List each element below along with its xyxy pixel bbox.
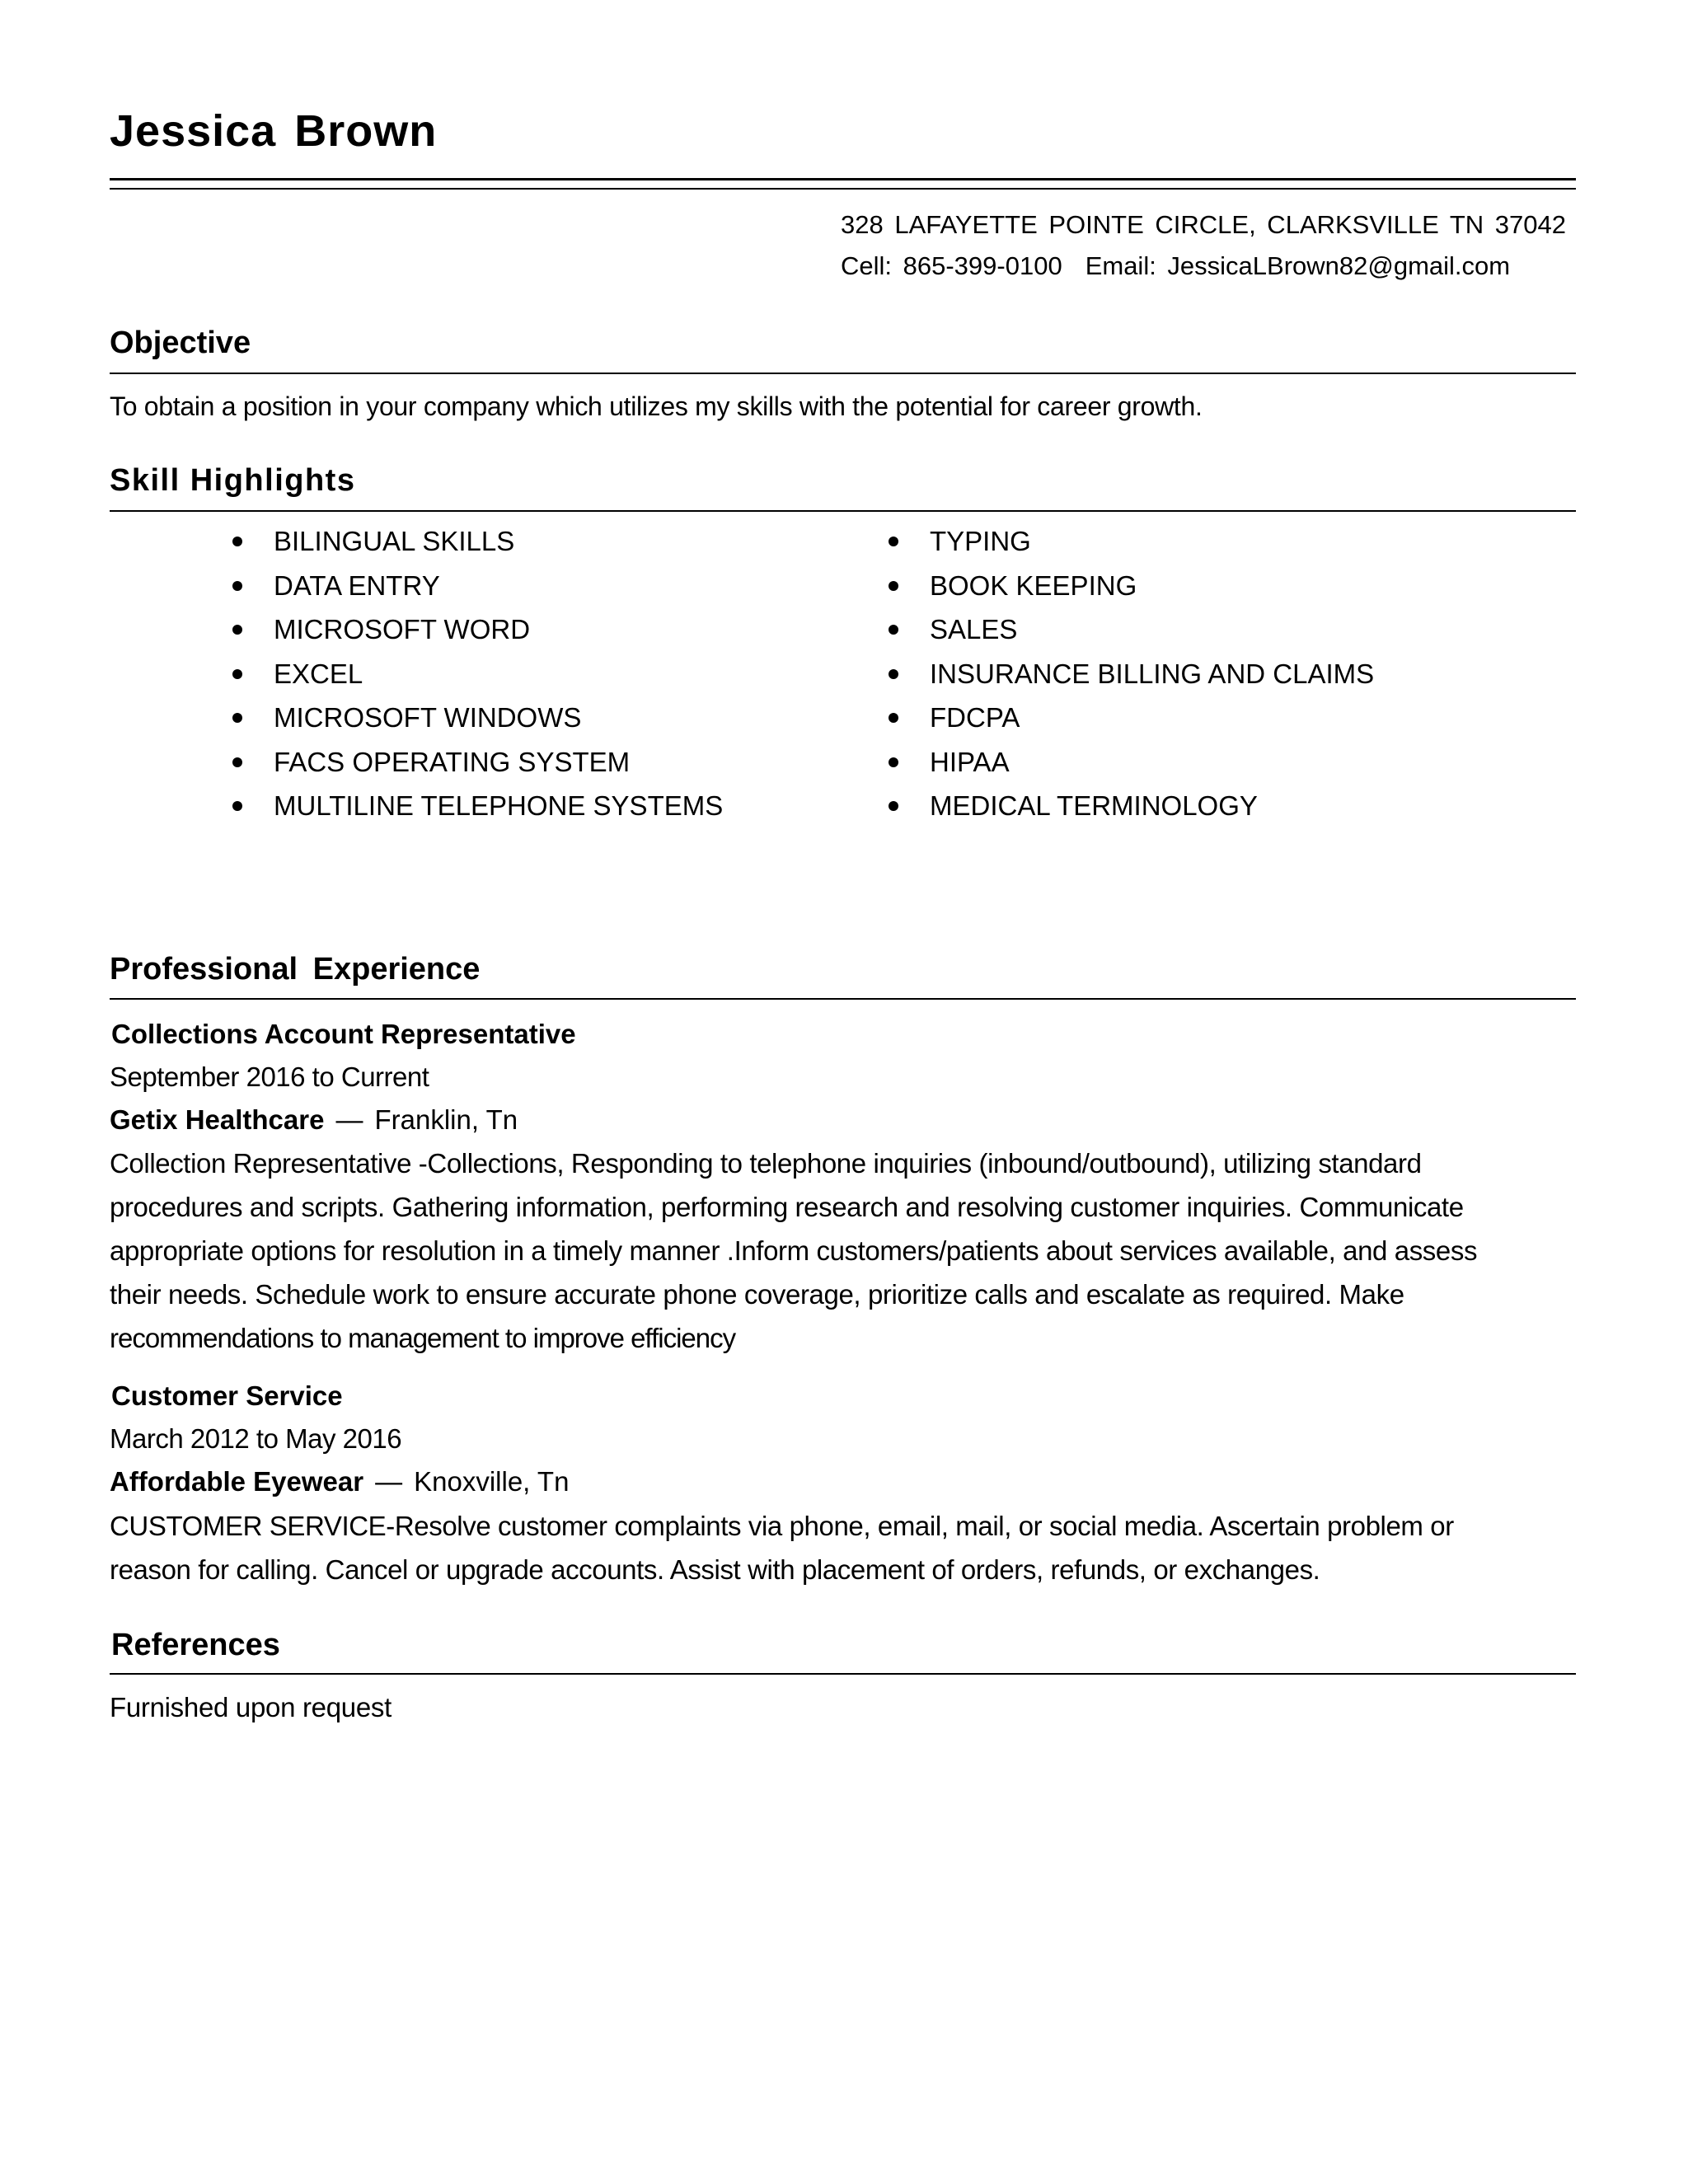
experience-title: Professional Experience <box>110 952 481 987</box>
description-line: CUSTOMER SERVICE-Resolve customer complaints via phone, email, mail, or social media. Ascertain problem or <box>110 1511 1454 1541</box>
skill-item: FDCPA <box>889 701 1374 746</box>
bullet-icon <box>232 581 242 591</box>
bullet-icon <box>232 625 242 635</box>
contact-info-line <box>841 251 1510 281</box>
skill-item: DATA ENTRY <box>232 569 723 614</box>
references-text: Furnished upon request <box>110 1692 392 1722</box>
bullet-icon <box>889 669 898 679</box>
skill-item: SALES <box>889 613 1374 658</box>
bullet-icon <box>232 713 242 723</box>
objective-title: Objective <box>110 326 251 360</box>
bullet-icon <box>232 757 242 767</box>
description-line: reason for calling. Cancel or upgrade accounts. Assist with placement of orders, refunds, or exchanges. <box>110 1554 1320 1585</box>
skills-title: Skill Highlights <box>110 463 356 498</box>
separator-dash: — <box>335 1104 363 1135</box>
skill-item: TYPING <box>889 525 1374 569</box>
contact-cell: Cell: 865-399-0100 <box>841 251 1062 280</box>
job-dates: March 2012 to May 2016 <box>110 1423 402 1454</box>
job-employer-line <box>110 1466 569 1497</box>
description-line: their needs. Schedule work to ensure accurate phone coverage, prioritize calls and escalate as required. Make <box>110 1279 1404 1310</box>
skills-list-left <box>232 525 723 834</box>
bullet-icon <box>889 713 898 723</box>
description-line: Collection Representative -Collections, Responding to telephone inquiries (inbound/outbound), utilizing standard <box>110 1148 1422 1179</box>
skill-item: MEDICAL TERMINOLOGY <box>889 790 1374 834</box>
skill-item: HIPAA <box>889 746 1374 790</box>
employer-name: Affordable Eyewear <box>110 1466 364 1497</box>
description-line: recommendations to management to improve efficiency <box>110 1323 736 1353</box>
bullet-icon <box>232 801 242 811</box>
description-line: procedures and scripts. Gathering information, performing research and resolving customer inquiries. Communicate <box>110 1192 1464 1222</box>
employer-name: Getix Healthcare <box>110 1104 325 1135</box>
job-title: Customer Service <box>111 1380 343 1411</box>
job-dates: September 2016 to Current <box>110 1062 429 1092</box>
job-description <box>110 1510 1560 1597</box>
bullet-icon <box>889 537 898 546</box>
bullet-icon <box>232 537 242 546</box>
references-rule <box>110 1673 1576 1675</box>
references-title: References <box>111 1628 280 1662</box>
skill-item: EXCEL <box>232 658 723 702</box>
objective-text: To obtain a position in your company which utilizes my skills with the potential for career growth. <box>110 391 1203 421</box>
employer-location: Knoxville, Tn <box>414 1466 570 1497</box>
bullet-icon <box>889 801 898 811</box>
skills-rule <box>110 510 1576 512</box>
skill-item: MICROSOFT WINDOWS <box>232 701 723 746</box>
candidate-name: Jessica Brown <box>110 106 438 156</box>
objective-rule <box>110 373 1576 374</box>
job-employer-line <box>110 1104 518 1136</box>
skill-item: MULTILINE TELEPHONE SYSTEMS <box>232 790 723 834</box>
skill-item: BILINGUAL SKILLS <box>232 525 723 569</box>
job-title: Collections Account Representative <box>111 1019 576 1049</box>
job-description <box>110 1147 1560 1366</box>
header-rule-top <box>110 178 1576 180</box>
description-line: appropriate options for resolution in a timely manner .Inform customers/patients about services available, and assess <box>110 1235 1478 1266</box>
bullet-icon <box>889 757 898 767</box>
experience-rule <box>110 998 1576 1000</box>
bullet-icon <box>889 581 898 591</box>
contact-email: Email: JessicaLBrown82@gmail.com <box>1085 251 1511 280</box>
skill-item: FACS OPERATING SYSTEM <box>232 746 723 790</box>
skills-list-right <box>889 525 1374 834</box>
employer-location: Franklin, Tn <box>374 1104 518 1135</box>
contact-address: 328 LAFAYETTE POINTE CIRCLE, CLARKSVILLE TN 37042 <box>841 210 1566 239</box>
header-rule-bottom <box>110 188 1576 190</box>
skill-item: BOOK KEEPING <box>889 569 1374 614</box>
bullet-icon <box>889 625 898 635</box>
separator-dash: — <box>375 1466 403 1497</box>
bullet-icon <box>232 669 242 679</box>
skill-item: INSURANCE BILLING AND CLAIMS <box>889 658 1374 702</box>
skill-item: MICROSOFT WORD <box>232 613 723 658</box>
